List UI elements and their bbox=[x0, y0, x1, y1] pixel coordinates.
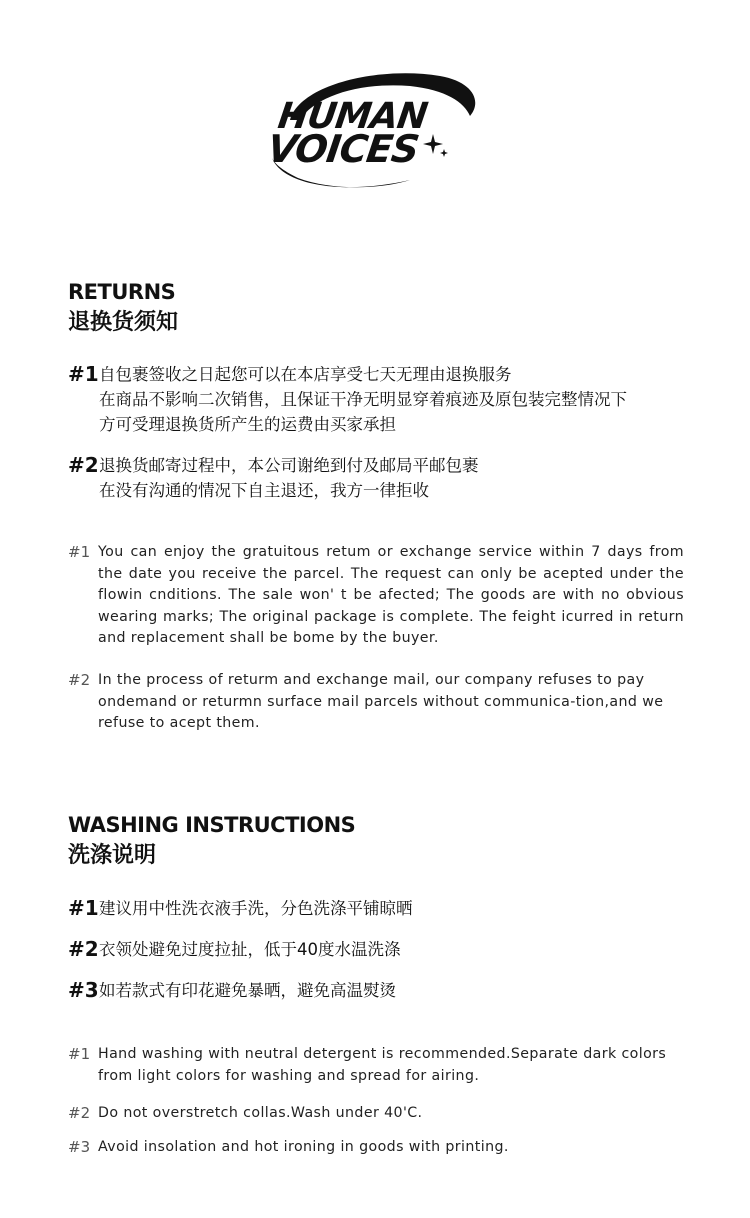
item-number: #2 bbox=[68, 1104, 91, 1122]
item-line: 如若款式有印花避免暴晒，避免高温熨烫 bbox=[99, 981, 396, 1000]
washing-zh-item bbox=[68, 937, 401, 962]
item-line: 退换货邮寄过程中，本公司谢绝到付及邮局平邮包裹 bbox=[99, 456, 479, 475]
washing-title-en: WASHING INSTRUCTIONS bbox=[68, 813, 356, 837]
washing-en-item bbox=[68, 1103, 684, 1125]
returns-title-zh: 退换货须知 bbox=[68, 310, 179, 335]
item-line: 建议用中性洗衣液手洗，分色洗涤平铺晾晒 bbox=[99, 899, 413, 918]
washing-section bbox=[68, 813, 708, 871]
returns-title-en: RETURNS bbox=[68, 280, 176, 304]
item-number: #1 bbox=[68, 543, 91, 561]
sparkle-icon bbox=[423, 134, 443, 154]
item-number: #2 bbox=[68, 671, 91, 689]
washing-title-zh: 洗涤说明 bbox=[68, 843, 157, 868]
item-text: Avoid insolation and hot ironing in goods with printing. bbox=[98, 1139, 509, 1155]
item-line: 在没有沟通的情况下自主退还，我方一律拒收 bbox=[99, 481, 429, 500]
washing-zh-item bbox=[68, 978, 396, 1003]
item-text: In the process of returm and exchange mail, our company refuses to pay ondemand or returmn surface mail parcels without communica-tion,and we refuse to acept them. bbox=[98, 672, 664, 731]
item-number: #1 bbox=[68, 896, 99, 920]
washing-en-item bbox=[68, 1044, 684, 1087]
item-number: #1 bbox=[68, 1045, 91, 1063]
item-line: 自包裹签收之日起您可以在本店享受七天无理由退换服务 bbox=[99, 365, 512, 384]
returns-zh-item bbox=[68, 362, 627, 437]
washing-en-item bbox=[68, 1137, 684, 1159]
item-text: Hand washing with neutral detergent is recommended.Separate dark colors from light colors for washing and spread for airing. bbox=[98, 1046, 667, 1084]
item-number: #1 bbox=[68, 362, 99, 386]
returns-zh-item bbox=[68, 453, 479, 503]
returns-en-item bbox=[68, 670, 684, 735]
returns-section bbox=[68, 280, 708, 338]
item-line: 方可受理退换货所产生的运费由买家承担 bbox=[99, 415, 396, 434]
washing-zh-item bbox=[68, 896, 413, 921]
item-line: 衣领处避免过度拉扯，低于40度水温洗涤 bbox=[99, 940, 401, 959]
returns-en-item bbox=[68, 542, 684, 650]
logo-word-voices: VOICES bbox=[264, 128, 422, 172]
item-number: #2 bbox=[68, 937, 99, 961]
human-voices-logo bbox=[260, 62, 482, 202]
item-text: You can enjoy the gratuitous retum or exchange service within 7 days from the date you receive the parcel. The request can only be acepted under the flowin cnditions. The sale won' t be afected; The goods are with no obvious wearing marks; The original package is complete. The feight icurred in return and replacement shall be bome by the buyer. bbox=[98, 544, 684, 646]
sparkle-small-icon bbox=[440, 149, 448, 157]
logo-word-human: HUMAN bbox=[275, 94, 430, 137]
item-number: #2 bbox=[68, 453, 99, 477]
item-number: #3 bbox=[68, 978, 99, 1002]
item-line: 在商品不影响二次销售，且保证干净无明显穿着痕迹及原包装完整情况下 bbox=[99, 390, 627, 409]
item-number: #3 bbox=[68, 1138, 91, 1156]
item-text: Do not overstretch collas.Wash under 40'C. bbox=[98, 1105, 423, 1121]
